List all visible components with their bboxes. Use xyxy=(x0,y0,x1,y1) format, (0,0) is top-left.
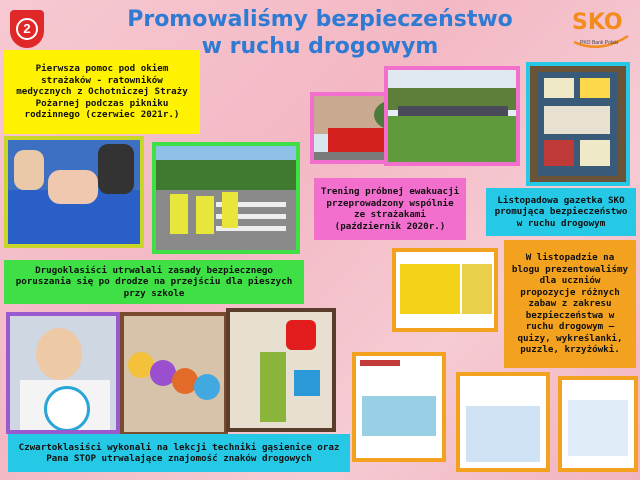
poster-1 xyxy=(544,78,574,98)
photo-evacuation xyxy=(384,66,520,166)
poster-3 xyxy=(544,106,610,134)
sko-logo xyxy=(566,6,634,50)
person-1 xyxy=(14,150,44,190)
photo-sko-gazette xyxy=(526,62,630,186)
poster-4 xyxy=(544,140,574,166)
dummy xyxy=(48,170,98,204)
ws2-grid xyxy=(466,406,540,462)
title-line-2: w ruchu drogowym xyxy=(201,34,439,59)
sko-logo-text: SKO xyxy=(572,10,623,35)
title-line-1: Promowaliśmy bezpieczeństwo xyxy=(127,7,513,32)
photo-caterpillar xyxy=(120,312,228,436)
kid-3 xyxy=(222,192,238,228)
caption-first-aid: Pierwsza pomoc pod okiem strażaków - ratowników medycznych z Ochotniczej Straży Pożarnej podczas pikniku rodzinnego (czerwiec 2021r.) xyxy=(4,50,200,134)
school-emblem xyxy=(10,10,44,48)
puzzle-sign xyxy=(400,264,460,314)
ws3-signs xyxy=(568,400,628,456)
sign-blue xyxy=(294,370,320,396)
caption-blog: W listopadzie na blogu prezentowaliśmy dla uczniów propozycje różnych zabaw z zakresu bezpieczeństwa w ruchu drogowym – quizy, wykreślanki, puzzle, krzyżówki. xyxy=(504,240,636,368)
school-number: 2 xyxy=(23,21,31,36)
photo-mr-stop xyxy=(226,308,336,432)
seg-4 xyxy=(194,374,220,400)
stop-body xyxy=(260,352,286,422)
photo-boy-sign xyxy=(6,312,120,434)
kid-2 xyxy=(196,196,214,234)
boy-head xyxy=(36,328,82,380)
ws1-header xyxy=(360,360,400,366)
sko-logo-sub: PKO Bank Polski xyxy=(580,40,619,46)
screenshot-puzzle xyxy=(392,248,498,332)
trees xyxy=(156,160,296,190)
truck xyxy=(328,128,388,152)
person-2 xyxy=(98,144,134,194)
grass xyxy=(388,116,516,162)
caption-second-grade: Drugoklasiści utrwalali zasady bezpiecznego poruszania się po drodze na przejściu dla pieszych przy szkole xyxy=(4,260,304,304)
poster-2 xyxy=(580,78,610,98)
caption-evacuation: Trening próbnej ewakuacji przeprowadzony wspólnie ze strażakami (październik 2020r.) xyxy=(314,178,466,240)
worksheet-3 xyxy=(558,376,638,472)
poster-5 xyxy=(580,140,610,166)
people xyxy=(398,106,508,116)
caption-gazette: Listopadowa gazetka SKO promująca bezpieczeństwo w ruchu drogowym xyxy=(486,188,636,236)
caption-fourth-grade: Czwartoklasiści wykonali na lekcji techniki gąsienice oraz Pana STOP utrwalające znajomość znaków drogowych xyxy=(8,434,350,472)
photo-crosswalk xyxy=(152,142,300,254)
sign-craft xyxy=(44,386,90,432)
photo-first-aid xyxy=(4,136,144,248)
puzzle-pieces xyxy=(462,264,492,314)
ws1-art xyxy=(362,396,436,436)
worksheet-2 xyxy=(456,372,550,472)
kid-1 xyxy=(170,194,188,234)
worksheet-1 xyxy=(352,352,446,462)
stop-sign xyxy=(286,320,316,350)
